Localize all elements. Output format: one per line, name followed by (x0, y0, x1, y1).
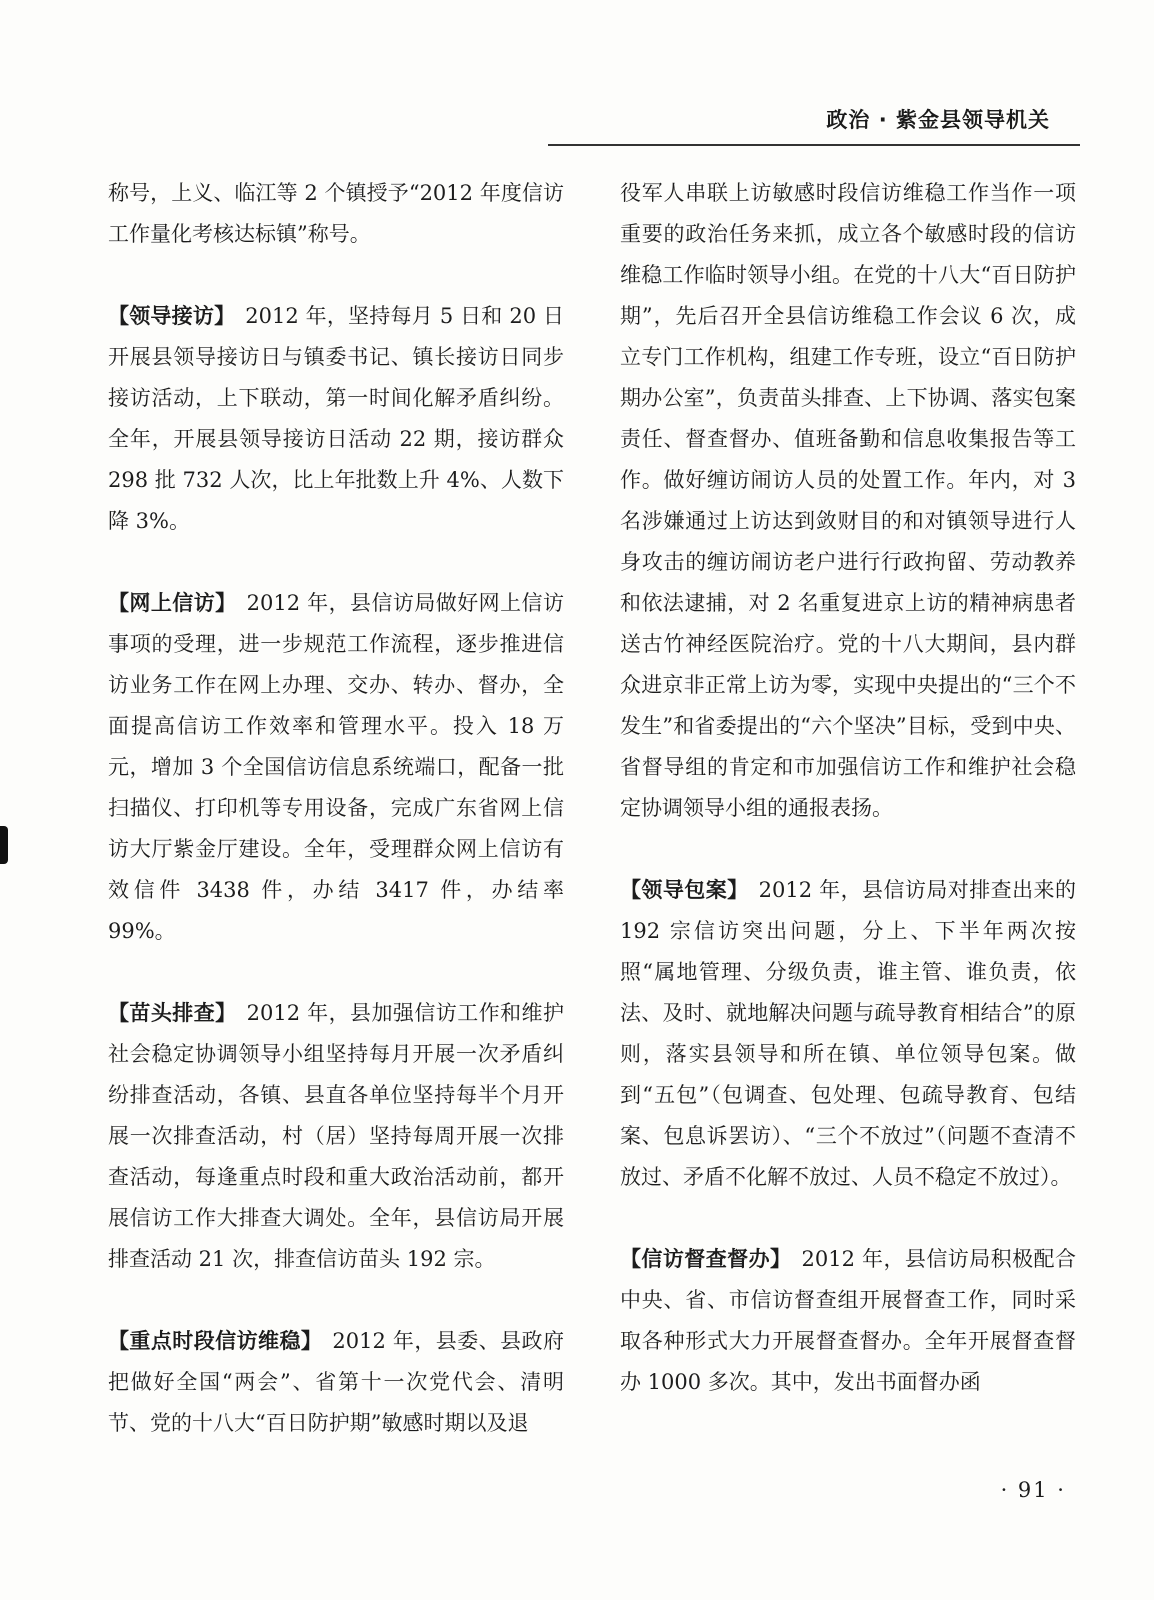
header-rule (548, 144, 1080, 146)
paragraph-text: 2012 年，县信访局对排查出来的 192 宗信访突出问题，分上、下半年两次按照“属地管理、分级负责，谁主管、谁负责，依法、及时、就地解决问题与疏导教育相结合”的原则，落实县领导和所在镇、单位领导包案。做到“五包”（包调查、包处理、包疏导教育、包结案、包息诉罢访）、“三个不放过”（问题不查清不放过、矛盾不化解不放过、人员不稳定不放过）。 (620, 878, 1076, 1189)
section-heading: 【苗头排查】 (108, 1001, 237, 1025)
paragraph-text: 2012 年，县信访局积极配合中央、省、市信访督查组开展督查工作，同时采取各种形式大力开展督查督办。全年开展督查督办 1000 多次。其中，发出书面督办函 (620, 1247, 1076, 1394)
section-key-period-stability (108, 1321, 564, 1444)
section-leader-case-handling (620, 870, 1076, 1198)
section-early-screening (108, 993, 564, 1280)
page-header (0, 0, 1154, 160)
running-head: 政治 · 紫金县领导机关 (826, 108, 1050, 132)
paragraph-continued (620, 173, 1076, 829)
section-heading: 【信访督查督办】 (620, 1247, 792, 1271)
section-heading: 【领导接访】 (108, 304, 236, 328)
section-heading: 【领导包案】 (620, 878, 749, 902)
section-supervision (620, 1239, 1076, 1403)
section-leader-reception (108, 296, 564, 542)
paragraph-text: 称号，上义、临江等 2 个镇授予“2012 年度信访工作量化考核达标镇”称号。 (108, 181, 564, 246)
section-heading: 【重点时段信访维稳】 (108, 1329, 323, 1353)
paragraph-text: 2012 年，县委、县政府把做好全国“两会”、省第十一次党代会、清明节、党的十八大“百日防护期”敏感时期以及退 (108, 1329, 564, 1435)
right-column (620, 173, 1076, 1403)
left-column (108, 173, 564, 1444)
paragraph-continued (108, 173, 564, 255)
page-number: · 91 · (1000, 1478, 1066, 1502)
section-heading: 【网上信访】 (108, 591, 237, 615)
paragraph-text: 役军人串联上访敏感时段信访维稳工作当作一项重要的政治任务来抓，成立各个敏感时段的信访维稳工作临时领导小组。在党的十八大“百日防护期”，先后召开全县信访维稳工作会议 6 次，成立专门工作机构，组建工作专班，设立“百日防护期办公室”，负责苗头排查、上下协调、落实包案责任、督查督办、值班备勤和信息收集报告等工作。做好缠访闹访人员的处置工作。年内，对 3 名涉嫌通过上访达到敛财目的和对镇领导进行人身攻击的缠访闹访老户进行行政拘留、劳动教养和依法逮捕，对 2 名重复进京上访的精神病患者送古竹神经医院治疗。党的十八大期间，县内群众进京非正常上访为零，实现中央提出的“三个不发生”和省委提出的“六个坚决”目标，受到中央、省督导组的肯定和市加强信访工作和维护社会稳定协调领导小组的通报表扬。 (620, 181, 1076, 820)
paragraph-text: 2012 年，县加强信访工作和维护社会稳定协调领导小组坚持每月开展一次矛盾纠纷排查活动，各镇、县直各单位坚持每半个月开展一次排查活动，村（居）坚持每周开展一次排查活动，每逢重点时段和重大政治活动前，都开展信访工作大排查大调处。全年，县信访局开展排查活动 21 次，排查信访苗头 192 宗。 (108, 1001, 564, 1271)
section-online-petition (108, 583, 564, 952)
scan-edge-mark (0, 826, 8, 864)
paragraph-text: 2012 年，县信访局做好网上信访事项的受理，进一步规范工作流程，逐步推进信访业务工作在网上办理、交办、转办、督办，全面提高信访工作效率和管理水平。投入 18 万元，增加 3 个全国信访信息系统端口，配备一批扫描仪、打印机等专用设备，完成广东省网上信访大厅紫金厅建设。全年，受理群众网上信访有效信件 3438 件，办结 3417 件，办结率 99%。 (108, 591, 564, 943)
paragraph-text: 2012 年，坚持每月 5 日和 20 日开展县领导接访日与镇委书记、镇长接访日同步接访活动，上下联动，第一时间化解矛盾纠纷。全年，开展县领导接访日活动 22 期，接访群众 298 批 732 人次，比上年批数上升 4%、人数下降 3%。 (108, 304, 564, 533)
